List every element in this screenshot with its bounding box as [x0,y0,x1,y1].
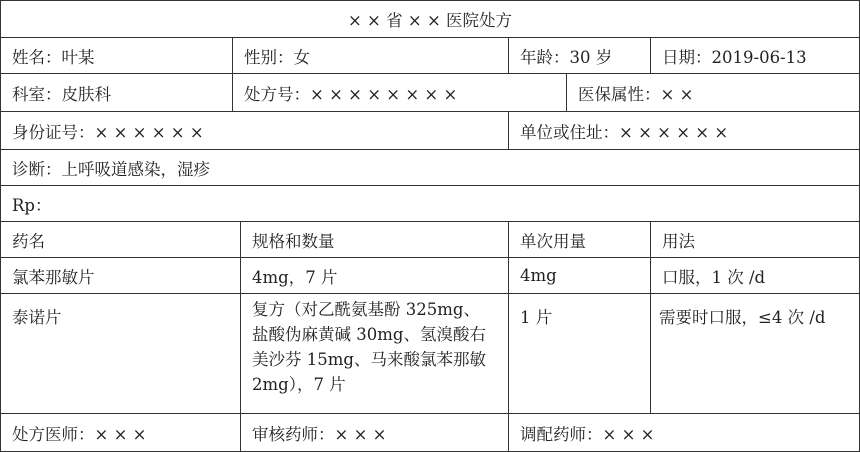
spec-line: 2mg），7 片 [252,375,346,394]
drug-dose: 1 片 [508,293,651,414]
spec-line: 美沙芬 15mg、马来酸氯苯那敏 [252,350,486,369]
id-number: 身份证号：× × × × × × [0,111,509,150]
drug-name: 氯苯那敏片 [0,257,241,294]
patient-name: 姓名：叶某 [0,37,233,74]
form-title: × × 省 × × 医院处方 [0,0,860,38]
address: 单位或住址：× × × × × × [508,111,860,150]
spec-line: 盐酸伪麻黄碱 30mg、氢溴酸右 [252,325,486,344]
drug-dose: 4mg [508,257,651,294]
diagnosis: 诊断：上呼吸道感染，湿疹 [0,149,860,186]
header-single-dose: 单次用量 [508,221,651,258]
spec-line: 复方（对乙酰氨基酚 325mg、 [252,300,480,319]
drug-spec-text [252,297,486,397]
header-spec-quantity: 规格和数量 [240,221,509,258]
prescription-date: 日期：2019-06-13 [650,37,860,74]
insurance-type: 医保属性：× × [566,73,860,112]
header-usage: 用法 [650,221,860,258]
patient-gender: 性别：女 [232,37,509,74]
drug-usage: 需要时口服，≤4 次 /d [650,293,860,414]
drug-spec [240,293,509,414]
prescriber: 处方医师：× × × [0,413,241,452]
dispenser: 调配药师：× × × [508,413,860,452]
drug-name: 泰诺片 [0,293,241,414]
header-drug-name: 药名 [0,221,241,258]
department: 科室：皮肤科 [0,73,233,112]
drug-usage: 口服，1 次 /d [650,257,860,294]
drug-spec: 4mg，7 片 [240,257,509,294]
prescription-number: 处方号：× × × × × × × × [232,73,567,112]
rp-label: Rp： [0,185,860,222]
reviewer: 审核药师：× × × [240,413,509,452]
patient-age: 年龄：30 岁 [508,37,651,74]
